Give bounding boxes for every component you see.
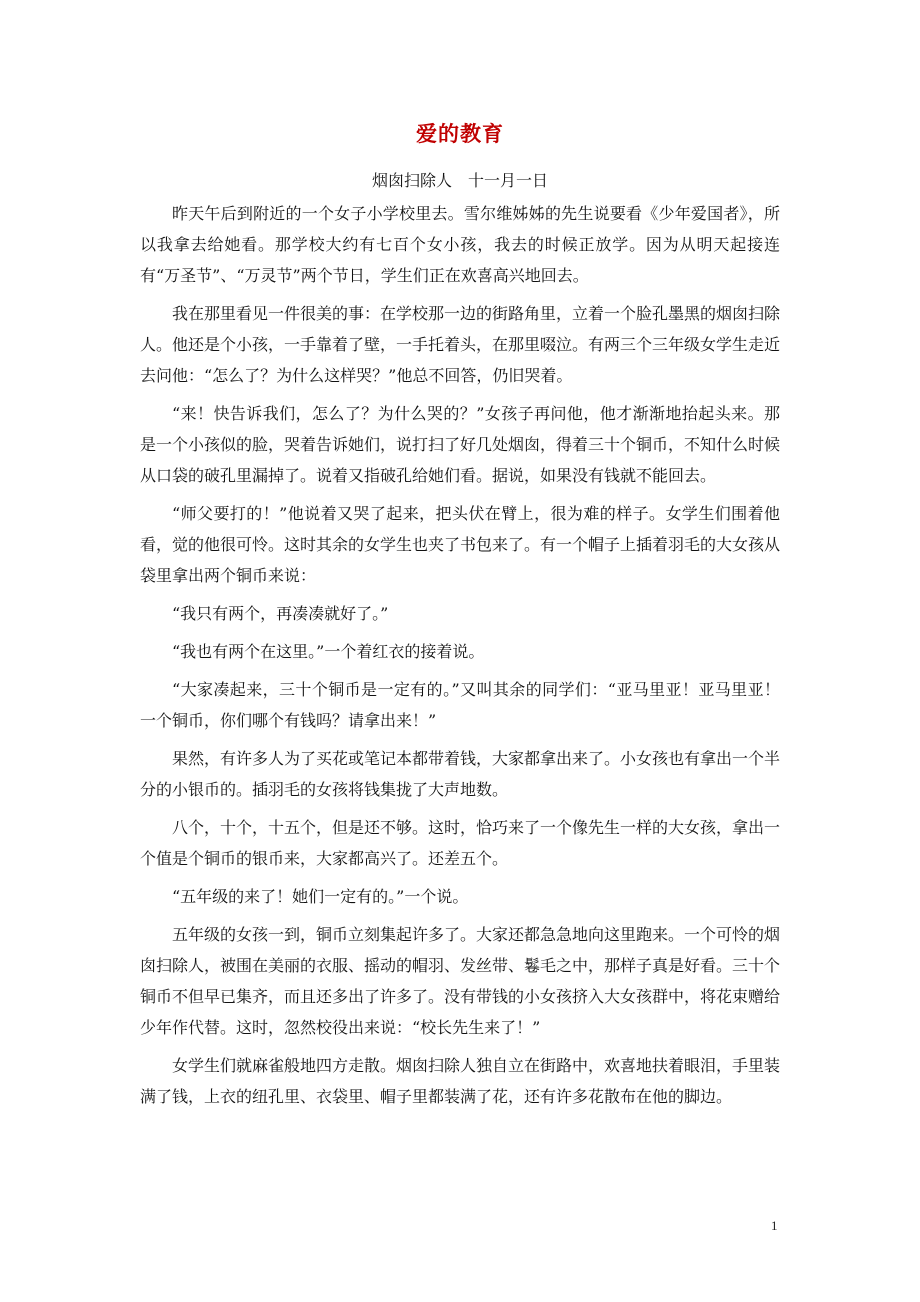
paragraph: 果然，有许多人为了买花或笔记本都带着钱，大家都拿出来了。小女孩也有拿出一个半分的小银币的。插羽毛的女孩将钱集拢了大声地数。: [140, 749, 781, 799]
paragraph: “我只有两个，再凑凑就好了。”: [172, 604, 389, 623]
paragraph: “我也有两个在这里。”一个着红衣的接着说。: [172, 642, 485, 661]
page-number: 1: [771, 1218, 778, 1233]
page-title: 爱的教育: [416, 121, 504, 146]
paragraph: “来！快告诉我们，怎么了？为什么哭的？”女孩子再问他，他才渐渐地抬起头来。那是一个小孩似的脸，哭着告诉她们，说打扫了好几处烟囱，得着三十个铜币，不知什么时候从口袋的破孔里漏掉了。说着又指破孔给她们看。据说，如果没有钱就不能回去。: [140, 404, 781, 485]
chapter-subtitle: 烟囱扫除人 十一月一日: [371, 171, 548, 190]
body-text: [140, 198, 780, 1119]
paragraph: 八个，十个，十五个，但是还不够。这时，恰巧来了一个像先生一样的大女孩，拿出一个值是个铜币的银币来，大家都高兴了。还差五个。: [140, 818, 781, 868]
paragraph: 昨天午后到附近的一个女子小学校里去。雪尔维姊姊的先生说要看《少年爱国者》，所以我拿去给她看。那学校大约有七百个女小孩，我去的时候正放学。因为从明天起接连有“万圣节”、“万灵节”两个节日，学生们正在欢喜高兴地回去。: [140, 204, 780, 285]
paragraph: 女学生们就麻雀般地四方走散。烟囱扫除人独自立在街路中，欢喜地扶着眼泪，手里装满了钱，上衣的纽孔里、衣袋里、帽子里都装满了花，还有许多花散布在他的脚边。: [140, 1056, 781, 1106]
paragraph: “大家凑起来，三十个铜币是一定有的。”又叫其余的同学们：“亚马里亚！亚马里亚！一个铜币，你们哪个有钱吗？请拿出来！”: [140, 680, 780, 730]
paragraph: 我在那里看见一件很美的事：在学校那一边的街路角里，立着一个脸孔墨黑的烟囱扫除人。他还是个小孩，一手靠着了壁，一手托着头，在那里啜泣。有两三个三年级女学生走近去问他：“怎么了？为什么这样哭？”他总不回答，仍旧哭着。: [140, 304, 781, 385]
paragraph: “五年级的来了！她们一定有的。”一个说。: [172, 887, 469, 906]
paragraph: “师父要打的！”他说着又哭了起来，把头伏在臂上，很为难的样子。女学生们围着他看，觉的他很可怜。这时其余的女学生也夹了书包来了。有一个帽子上插着羽毛的大女孩从袋里拿出两个铜币来说：: [140, 504, 781, 585]
paragraph: 五年级的女孩一到，铜币立刻集起许多了。大家还都急急地向这里跑来。一个可怜的烟囱扫除人，被围在美丽的衣服、摇动的帽羽、发丝带、鬈毛之中，那样子真是好看。三十个铜币不但早已集齐，而且还多出了许多了。没有带钱的小女孩挤入大女孩群中，将花束赠给少年作代替。这时，忽然校役出来说：“校长先生来了！”: [140, 925, 781, 1037]
